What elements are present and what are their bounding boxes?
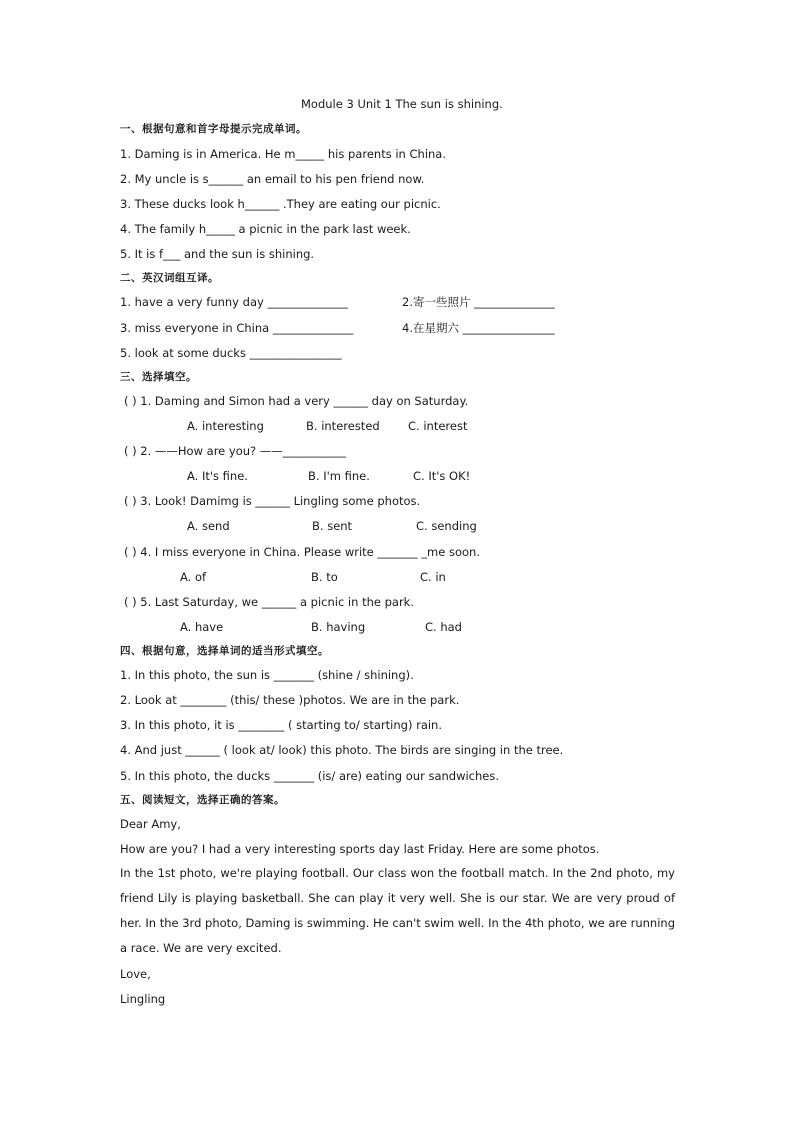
question-1-option-b: B. interested bbox=[306, 419, 380, 433]
question-3-option-a: A. send bbox=[187, 519, 230, 533]
section2-heading: 二、英汉词组互译。 bbox=[120, 272, 219, 284]
question-1-stem: ( ) 1. Daming and Simon had a very ______ day on Saturday. bbox=[124, 394, 469, 408]
section4-item-4: 4. And just ______ ( look at/ look) this photo. The birds are singing in the tree. bbox=[120, 743, 564, 757]
question-2-option-b: B. I'm fine. bbox=[308, 469, 370, 483]
question-2-option-c: C. It's OK! bbox=[413, 469, 471, 483]
letter-closing: Love, bbox=[120, 967, 151, 981]
letter-greeting: Dear Amy, bbox=[120, 817, 181, 831]
section5-heading: 五、阅读短文，选择正确的答案。 bbox=[120, 794, 285, 806]
section1-heading: 一、根据句意和首字母提示完成单词。 bbox=[120, 123, 307, 135]
section2-item-3: 3. miss everyone in China ______________ bbox=[120, 321, 354, 335]
question-4-stem: ( ) 4. I miss everyone in China. Please write _______ _me soon. bbox=[124, 545, 480, 559]
section4-heading: 四、根据句意，选择单词的适当形式填空。 bbox=[120, 645, 329, 657]
section1-item-1: 1. Daming is in America. He m_____ his parents in China. bbox=[120, 147, 447, 161]
question-4-option-c: C. in bbox=[420, 570, 446, 584]
question-2-stem: ( ) 2. ——How are you? ——___________ bbox=[124, 444, 347, 458]
question-5-option-b: B. having bbox=[311, 620, 366, 634]
letter-paragraph: In the 1st photo, we're playing football. Our class won the football match. In the 2nd photo, my friend Lily is playing basketball. She can play it very well. She is our star. We are very proud of her. In the 3rd photo, Daming is swimming. He can't swim well. In the 4th photo, we are running a race. We are very excited. bbox=[120, 866, 675, 955]
section2-item-1: 1. have a very funny day ______________ bbox=[120, 295, 348, 309]
section4-item-3: 3. In this photo, it is ________ ( starting to/ starting) rain. bbox=[120, 718, 443, 732]
question-5-option-c: C. had bbox=[425, 620, 462, 634]
letter-line-1: How are you? I had a very interesting sports day last Friday. Here are some photos. bbox=[120, 842, 600, 856]
letter-signature: Lingling bbox=[120, 992, 166, 1006]
question-5-option-a: A. have bbox=[180, 620, 224, 634]
question-3-option-b: B. sent bbox=[312, 519, 353, 533]
section2-item-5: 5. look at some ducks ________________ bbox=[120, 346, 342, 360]
question-2-option-a: A. It's fine. bbox=[187, 469, 248, 483]
section1-item-2: 2. My uncle is s______ an email to his pen friend now. bbox=[120, 172, 425, 186]
question-4-option-a: A. of bbox=[180, 570, 207, 584]
page-title: Module 3 Unit 1 The sun is shining. bbox=[301, 97, 503, 111]
section4-item-2: 2. Look at ________ (this/ these )photos. We are in the park. bbox=[120, 693, 460, 707]
question-4-option-b: B. to bbox=[311, 570, 338, 584]
question-3-option-c: C. sending bbox=[416, 519, 477, 533]
section3-heading: 三、选择填空。 bbox=[120, 371, 197, 383]
section1-item-5: 5. It is f___ and the sun is shining. bbox=[120, 247, 315, 261]
question-1-option-a: A. interesting bbox=[187, 419, 264, 433]
question-3-stem: ( ) 3. Look! Damimg is ______ Lingling some photos. bbox=[124, 494, 421, 508]
section1-item-3: 3. These ducks look h______ .They are eating our picnic. bbox=[120, 197, 441, 211]
section2-item-4: 4.在星期六 ________________ bbox=[402, 321, 555, 335]
section1-item-4: 4. The family h_____ a picnic in the park last week. bbox=[120, 222, 411, 236]
question-5-stem: ( ) 5. Last Saturday, we ______ a picnic in the park. bbox=[124, 595, 414, 609]
section4-item-5: 5. In this photo, the ducks _______ (is/ are) eating our sandwiches. bbox=[120, 769, 500, 783]
question-1-option-c: C. interest bbox=[408, 419, 468, 433]
section2-item-2: 2.寄一些照片 ______________ bbox=[402, 295, 555, 309]
section4-item-1: 1. In this photo, the sun is _______ (shine / shining). bbox=[120, 668, 414, 682]
